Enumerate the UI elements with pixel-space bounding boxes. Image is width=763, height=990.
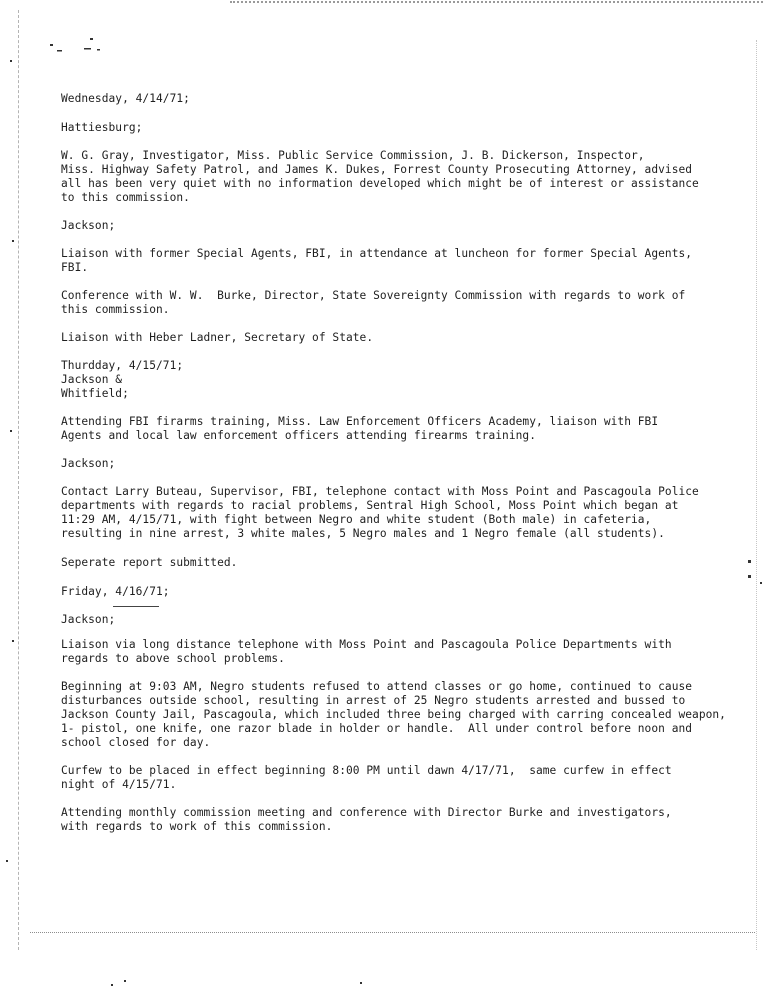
body-line: Jackson County Jail, Pascagoula, which included three being charged with carring concealed weapon,: [61, 708, 726, 721]
body-line: regards to above school problems.: [61, 652, 285, 665]
body-line: resulting in nine arrest, 3 white males, 5 Negro males and 1 Negro female (all students).: [61, 527, 665, 540]
entry-date-wednesday: Wednesday, 4/14/71;: [61, 92, 190, 105]
location-jackson: Jackson;: [61, 457, 116, 470]
body-line: Miss. Highway Safety Patrol, and James K. Dukes, Forrest County Prosecuting Attorney, advised: [61, 163, 693, 176]
body-line: Contact Larry Buteau, Supervisor, FBI, telephone contact with Moss Point and Pascagoula Police: [61, 485, 699, 498]
body-line: Beginning at 9:03 AM, Negro students refused to attend classes or go home, continued to cause: [61, 680, 693, 693]
body-line: departments with regards to racial problems, Sentral High School, Moss Point which began at: [61, 499, 679, 512]
location-jackson-whitfield: Whitfield;: [61, 387, 129, 400]
location-jackson-whitfield: Jackson &: [61, 373, 123, 386]
body-line: this commission.: [61, 303, 170, 316]
body-line: 11:29 AM, 4/15/71, with fight between Negro and white student (Both male) in cafeteria,: [61, 513, 652, 526]
pen-underline: [113, 606, 159, 607]
body-line: 1- pistol, one knife, one razor blade in holder or handle. All under control before noon and: [61, 722, 693, 735]
body-line: FBI.: [61, 261, 89, 274]
body-line: Seperate report submitted.: [61, 556, 238, 569]
body-line: Liaison with Heber Ladner, Secretary of State.: [61, 331, 374, 344]
body-line: Agents and local law enforcement officers attending firearms training.: [61, 429, 536, 442]
body-line: all has been very quiet with no information developed which might be of interest or assistance: [61, 177, 699, 190]
location-hattiesburg: Hattiesburg;: [61, 121, 143, 134]
body-line: to this commission.: [61, 191, 190, 204]
location-jackson: Jackson;: [61, 219, 116, 232]
location-jackson: Jackson;: [61, 613, 116, 626]
body-line: Liaison via long distance telephone with Moss Point and Pascagoula Police Departments with: [61, 638, 672, 651]
body-line: W. G. Gray, Investigator, Miss. Public Service Commission, J. B. Dickerson, Inspector,: [61, 149, 645, 162]
body-line: with regards to work of this commission.: [61, 820, 333, 833]
body-line: disturbances outside school, resulting in arrest of 25 Negro students arrested and bussed to: [61, 694, 686, 707]
body-line: Conference with W. W. Burke, Director, State Sovereignty Commission with regards to work of: [61, 289, 686, 302]
body-line: school closed for day.: [61, 736, 211, 749]
entry-date-thursday: Thurdday, 4/15/71;: [61, 359, 184, 372]
body-line: Curfew to be placed in effect beginning 8:00 PM until dawn 4/17/71, same curfew in effect: [61, 764, 672, 777]
body-line: night of 4/15/71.: [61, 778, 177, 791]
body-line: Attending FBI firarms training, Miss. Law Enforcement Officers Academy, liaison with FBI: [61, 415, 659, 428]
body-line: Liaison with former Special Agents, FBI, in attendance at luncheon for former Special Agents,: [61, 247, 693, 260]
body-line: Attending monthly commission meeting and conference with Director Burke and investigators,: [61, 806, 672, 819]
entry-date-friday: Friday, 4/16/71;: [61, 585, 170, 598]
